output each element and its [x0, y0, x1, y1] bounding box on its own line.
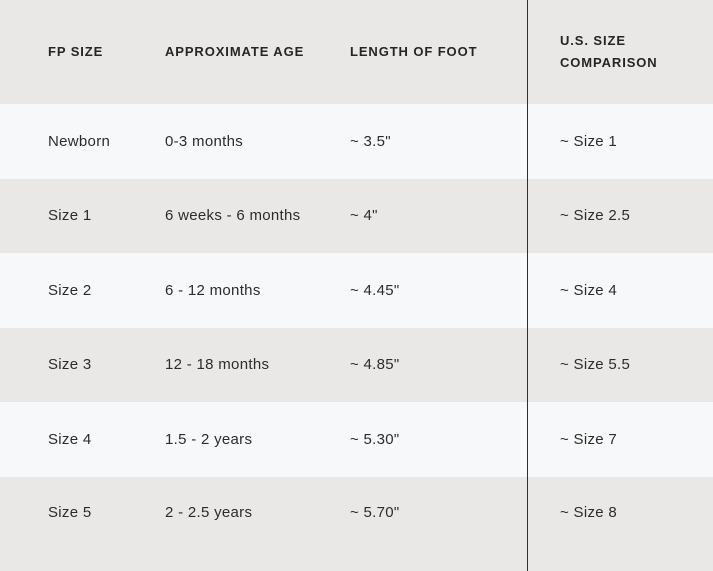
cell-foot-length: ~ 4.45" — [350, 281, 400, 299]
column-divider-line — [527, 0, 528, 571]
cell-age: 6 - 12 months — [165, 281, 261, 299]
cell-fp-size: Size 3 — [48, 356, 92, 374]
cell-age: 6 weeks - 6 months — [165, 207, 301, 225]
cell-us-size: ~ Size 1 — [560, 132, 618, 150]
cell-age: 2 - 2.5 years — [165, 504, 253, 522]
table-row-size-1 — [0, 179, 713, 254]
cell-fp-size: Size 1 — [48, 207, 92, 225]
table-row-size-5 — [0, 477, 713, 571]
cell-foot-length: ~ 4.85" — [350, 356, 400, 374]
cell-age: 1.5 - 2 years — [165, 430, 253, 448]
cell-foot-length: ~ 5.30" — [350, 430, 400, 448]
column-header-age: APPROXIMATE AGE — [165, 44, 305, 59]
table-row-size-4 — [0, 402, 713, 477]
cell-foot-length: ~ 5.70" — [350, 504, 400, 522]
cell-age: 12 - 18 months — [165, 356, 270, 374]
cell-fp-size: Size 5 — [48, 504, 92, 522]
table-row-size-3 — [0, 328, 713, 403]
cell-us-size: ~ Size 5.5 — [560, 356, 631, 374]
cell-foot-length: ~ 4" — [350, 207, 378, 225]
cell-fp-size: Newborn — [48, 132, 111, 150]
column-header-fp-size: FP SIZE — [48, 44, 104, 59]
cell-fp-size: Size 4 — [48, 430, 92, 448]
table-row-newborn — [0, 104, 713, 179]
cell-foot-length: ~ 3.5" — [350, 132, 391, 150]
cell-us-size: ~ Size 2.5 — [560, 207, 631, 225]
cell-us-size: ~ Size 7 — [560, 430, 618, 448]
column-header-us-size: U.S. SIZE COMPARISON — [560, 33, 658, 70]
cell-fp-size: Size 2 — [48, 281, 92, 299]
cell-us-size: ~ Size 4 — [560, 281, 618, 299]
cell-us-size: ~ Size 8 — [560, 504, 618, 522]
column-header-foot-length: LENGTH OF FOOT — [350, 44, 478, 59]
cell-age: 0-3 months — [165, 132, 244, 150]
table-row-size-2 — [0, 253, 713, 328]
table-header-row — [0, 0, 713, 104]
